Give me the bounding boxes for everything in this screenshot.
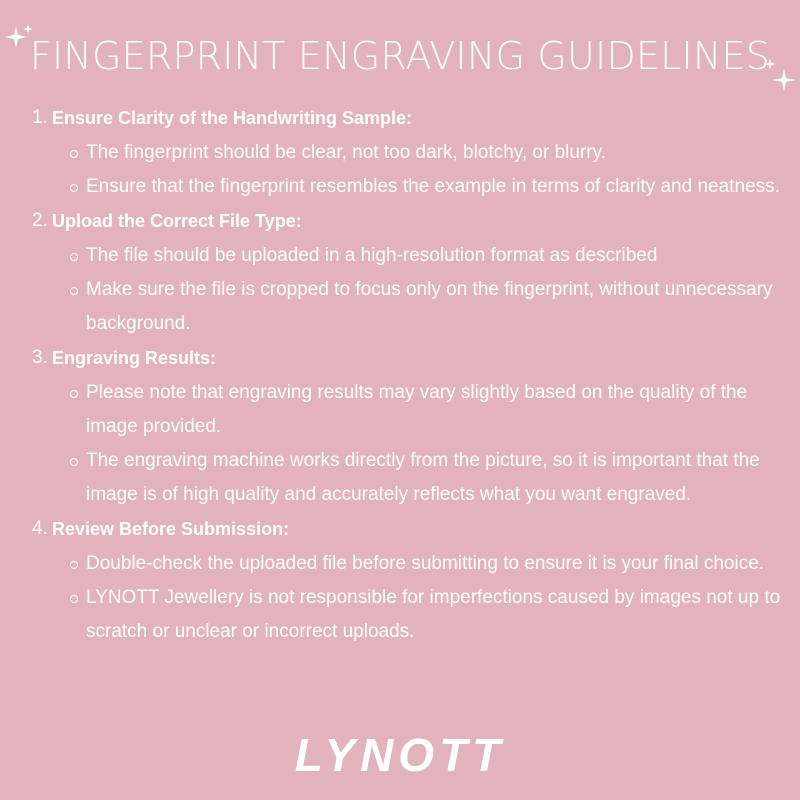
bullet-circle-icon [70,458,78,466]
item-heading: Upload the Correct File Type: [52,211,302,231]
sub-point: The engraving machine works directly from the picture, so it is important that the image is of high quality and accurately reflects what you want engraved. [32,444,782,512]
sub-point: The file should be uploaded in a high-resolution format as described [32,239,782,273]
sub-point: Please note that engraving results may vary slightly based on the quality of the image provided. [32,376,782,444]
sub-point: LYNOTT Jewellery is not responsible for imperfections caused by images not up to scratch or unclear or incorrect uploads. [32,581,782,649]
list-item [32,341,782,512]
item-heading: Engraving Results: [52,348,217,368]
item-number: 4. [32,518,48,539]
bullet-circle-icon [70,595,78,603]
item-number: 1. [32,107,48,128]
guidelines-list [32,101,782,649]
sub-point: The fingerprint should be clear, not too dark, blotchy, or blurry. [32,136,782,170]
sub-point: Double-check the uploaded file before submitting to ensure it is your final choice. [32,547,782,581]
brand-logo: LYNOTT [294,729,506,781]
bullet-circle-icon [70,184,78,192]
sub-point: Ensure that the fingerprint resembles the example in terms of clarity and neatness. [32,170,782,204]
bullet-circle-icon [70,253,78,261]
sub-point: Make sure the file is cropped to focus only on the fingerprint, without unnecessary background. [32,273,782,341]
list-item [32,101,782,204]
item-number: 2. [32,210,48,231]
item-number: 3. [32,347,48,368]
list-item [32,512,782,649]
bullet-circle-icon [70,390,78,398]
item-heading: Review Before Submission: [52,519,290,539]
page-title: FINGERPRINT ENGRAVING GUIDELINES [29,34,771,78]
bullet-circle-icon [70,150,78,158]
list-item [32,204,782,341]
bullet-circle-icon [70,287,78,295]
bullet-circle-icon [70,561,78,569]
item-heading: Ensure Clarity of the Handwriting Sample: [52,108,413,128]
